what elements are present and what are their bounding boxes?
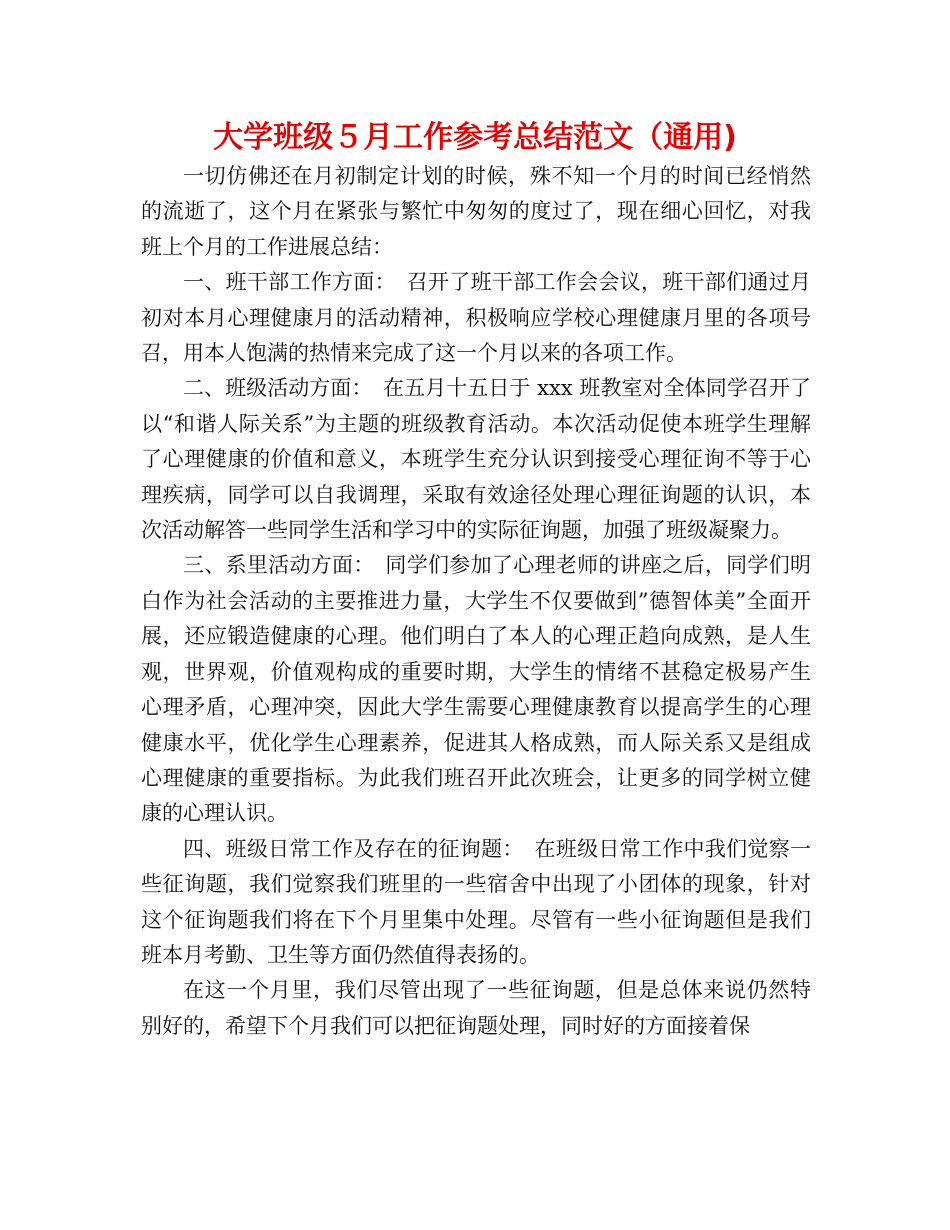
- document-title: 大学班级５月工作参考总结范文（通用): [213, 120, 737, 155]
- paragraph-class-activities: 二、班级活动方面： 在五月十五日于 xxx 班教室对全体同学召开了以“和谐人际关系”为主题的班级教育活动。本次活动促使本班学生理解了心理健康的价值和意义，本班学生充分认识到接受心理征询不等于心理疾病，同学可以自我调理，采取有效途径处理心理征询题的认识，本次活动解答一些同学生活和学习中的实际征询题，加强了班级凝聚力。: [141, 376, 811, 543]
- paragraph-class-cadre-work: 一、班干部工作方面： 召开了班干部工作会会议，班干部们通过月初对本月心理健康月的活动精神，积极响应学校心理健康月里的各项号召，用本人饱满的热情来完成了这一个月以来的各项工作。: [141, 270, 811, 366]
- paragraph-intro: 一切仿佛还在月初制定计划的时候，殊不知一个月的时间已经悄然的流逝了，这个月在紧张与繁忙中匆匆的度过了，现在细心回忆，对我班上个月的工作进展总结：: [141, 164, 811, 259]
- paragraph-conclusion: 在这一个月里，我们尽管出现了一些征询题，但是总体来说仍然特别好的，希望下个月我们可以把征询题处理，同时好的方面接着保: [141, 978, 811, 1038]
- document-body: [141, 159, 811, 1044]
- paragraph-department-activities: 三、系里活动方面： 同学们参加了心理老师的讲座之后，同学们明白作为社会活动的主要推进力量，大学生不仅要做到”德智体美”全面开展，还应锻造健康的心理。他们明白了本人的心理正趋向成熟，是人生观，世界观，价值观构成的重要时期，大学生的情绪不甚稳定极易产生心理矛盾，心理冲突，因此大学生需要心理健康教育以提高学生的心理健康水平，优化学生心理素养，促进其人格成熟，而人际关系又是组成心理健康的重要指标。为此我们班召开此次班会，让更多的同学树立健康的心理认识。: [141, 553, 811, 826]
- paragraph-daily-work-issues: 四、班级日常工作及存在的征询题： 在班级日常工作中我们觉察一些征询题，我们觉察我们班里的一些宿舍中出现了小团体的现象，针对这个征询题我们将在下个月里集中处理。尽管有一些小征询题但是我们班本月考勤、卫生等方面仍然值得表扬的。: [141, 836, 811, 967]
